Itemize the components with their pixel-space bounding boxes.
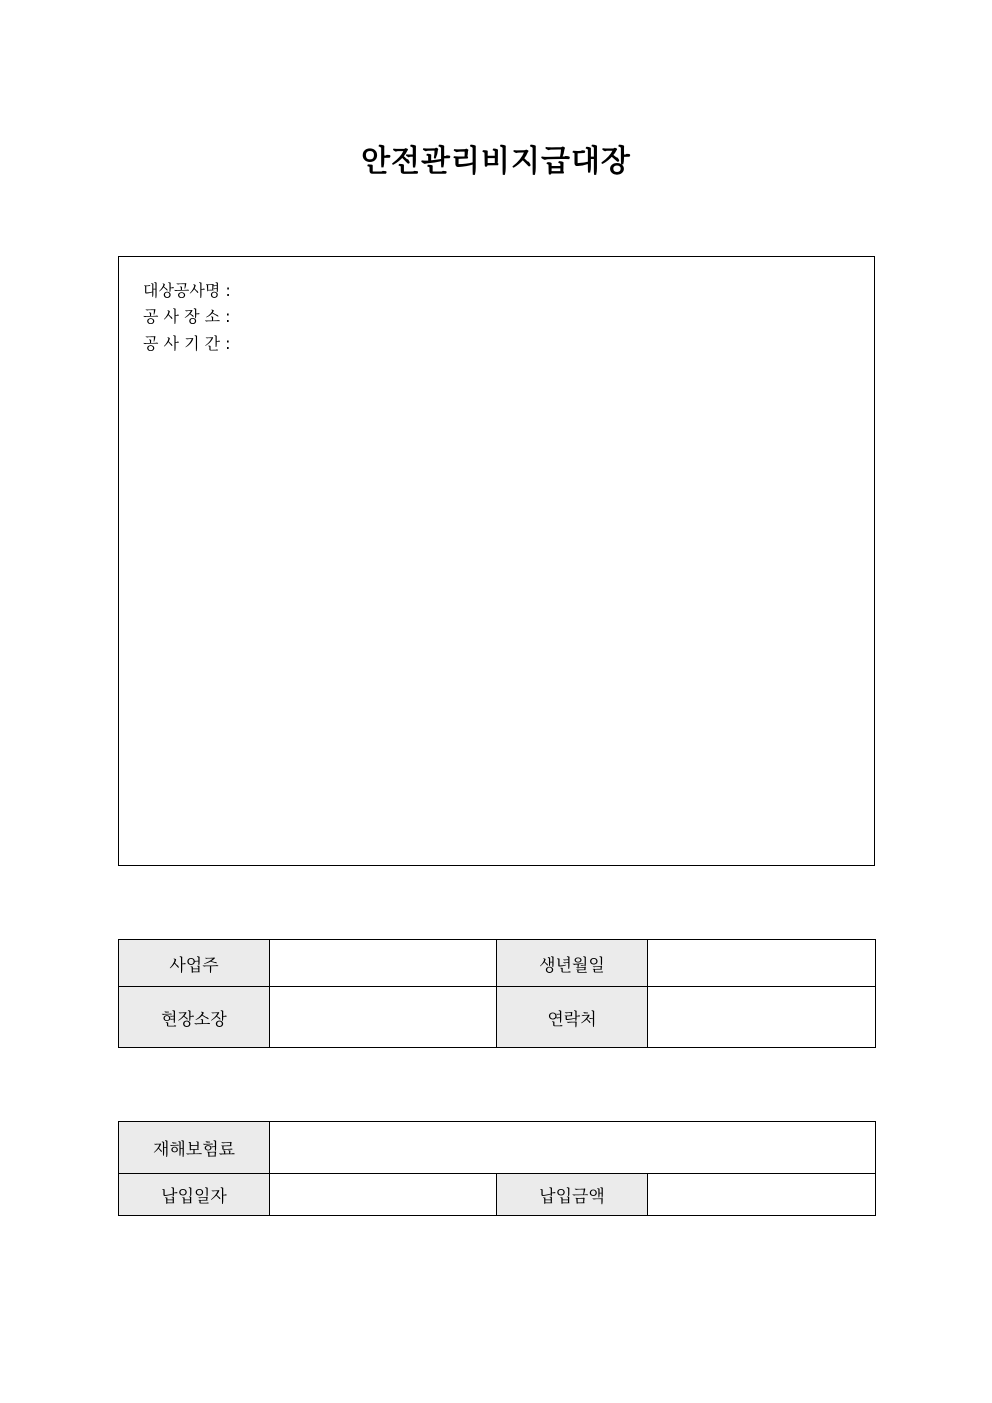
site-manager-value[interactable] [270,987,497,1048]
period-label: 공 사 기 간 : [143,334,231,353]
site-manager-label: 현장소장 [119,987,270,1048]
contact-value[interactable] [648,987,876,1048]
payment-date-label: 납입일자 [119,1174,270,1216]
project-name-label: 대상공사명 : [143,281,231,300]
contact-label: 연락처 [497,987,648,1048]
owner-value[interactable] [270,940,497,987]
birth-date-value[interactable] [648,940,876,987]
insurance-value[interactable] [270,1122,876,1174]
owner-info-table [118,939,876,1048]
insurance-label: 재해보험료 [119,1122,270,1174]
project-info-box [118,256,875,866]
document-title: 안전관리비지급대장 [361,144,631,179]
payment-amount-value[interactable] [648,1174,876,1216]
location-label: 공 사 장 소 : [143,307,231,326]
payment-amount-label: 납입금액 [497,1174,648,1216]
birth-date-label: 생년월일 [497,940,648,987]
payment-date-value[interactable] [270,1174,497,1216]
insurance-table [118,1121,876,1216]
owner-label: 사업주 [119,940,270,987]
